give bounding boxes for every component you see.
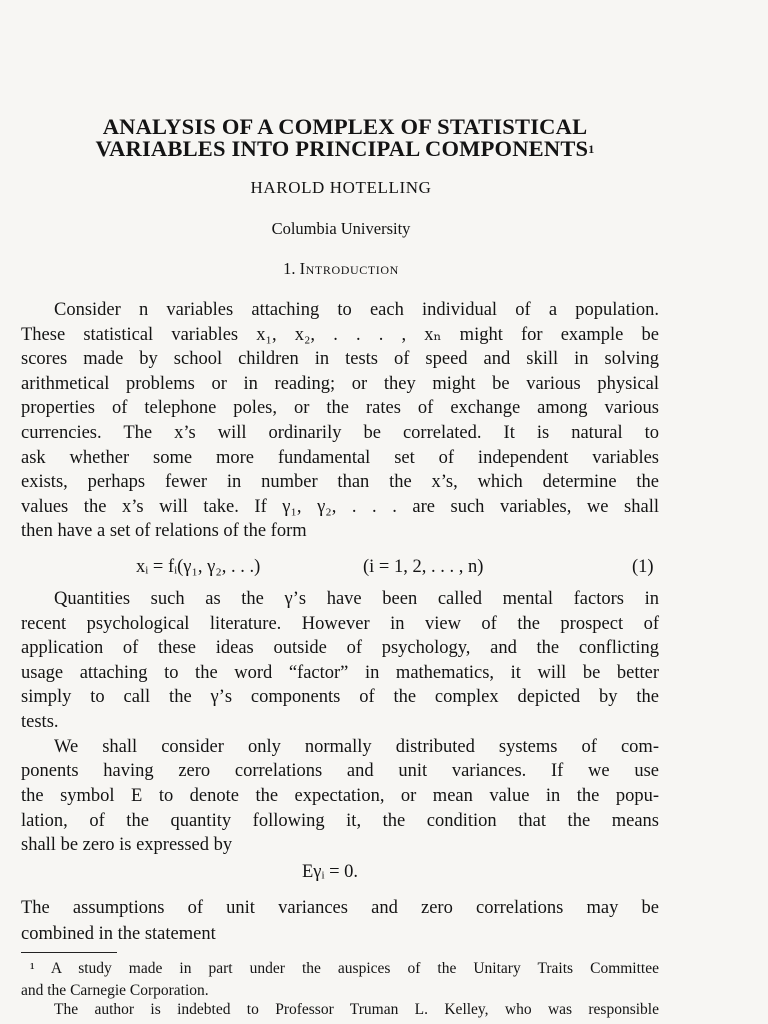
title-line-2: VARIABLES INTO PRINCIPAL COMPONENTS xyxy=(95,136,589,161)
body-line: ask whether some more fundamental set of independent variables xyxy=(21,448,659,468)
body-line: currencies. The x’s will ordinarily be correlated. It is natural to xyxy=(21,423,659,443)
body-line: The assumptions of unit variances and zero correlations may be xyxy=(21,898,659,918)
body-line: properties of telephone poles, or the rates of exchange among various xyxy=(21,398,659,418)
body-line: shall be zero is expressed by xyxy=(21,835,233,855)
section-number: 1. xyxy=(283,259,296,278)
equation-1-number: (1) xyxy=(632,557,654,577)
body-line: arithmetical problems or in reading; or they might be various physical xyxy=(21,374,659,394)
body-line: Quantities such as the γ’s have been called mental factors in xyxy=(54,589,659,609)
body-line: recent psychological literature. However in view of the prospect of xyxy=(21,614,659,634)
footnote-line: ¹ A study made in part under the auspices of the Unitary Traits Committee xyxy=(30,960,659,977)
body-line: lation, of the quantity following it, the condition that the means xyxy=(21,811,659,831)
footnote-rule xyxy=(21,952,117,953)
body-line: exists, perhaps fewer in number than the x’s, which determine the xyxy=(21,472,659,492)
equation-1-lhs: xᵢ = fᵢ(γ₁, γ₂, . . .) xyxy=(136,557,261,577)
paper-title-line-2 xyxy=(0,137,690,160)
author-affiliation: Columbia University xyxy=(271,219,411,238)
body-line: usage attaching to the word “factor” in mathematics, it will be better xyxy=(21,663,659,683)
body-line: Consider n variables attaching to each individual of a population. xyxy=(54,300,659,320)
body-line: tests. xyxy=(21,712,59,732)
title-footnote-mark: 1 xyxy=(588,142,595,156)
body-line: ponents having zero correlations and unit variances. If we use xyxy=(21,761,659,781)
section-heading xyxy=(0,259,682,279)
body-line: scores made by school children in tests of speed and skill in solving xyxy=(21,349,659,369)
equation-1-condition: (i = 1, 2, . . . , n) xyxy=(363,557,484,577)
section-title: Introduction xyxy=(299,259,399,278)
paper-title xyxy=(0,115,690,138)
footnote-line: The author is indebted to Professor Truman L. Kelley, who was responsible xyxy=(54,1001,659,1018)
body-line: These statistical variables x₁, x₂, . . . , xₙ might for example be xyxy=(21,325,659,345)
body-line: application of these ideas outside of psychology, and the conflicting xyxy=(21,638,659,658)
body-line: then have a set of relations of the form xyxy=(21,521,307,541)
body-line: simply to call the γ’s components of the complex depicted by the xyxy=(21,687,659,707)
body-line: combined in the statement xyxy=(21,924,216,944)
body-line: values the x’s will take. If γ₁, γ₂, . . . are such variables, we shall xyxy=(21,497,659,517)
footnote-line: and the Carnegie Corporation. xyxy=(21,982,209,999)
author-name: HAROLD HOTELLING xyxy=(250,178,432,197)
title-line-1: ANALYSIS OF A COMPLEX OF STATISTICAL xyxy=(102,114,588,139)
body-line: We shall consider only normally distributed systems of com- xyxy=(54,737,659,757)
equation-2: Eγᵢ = 0. xyxy=(302,862,359,882)
body-line: the symbol E to denote the expectation, or mean value in the popu- xyxy=(21,786,659,806)
